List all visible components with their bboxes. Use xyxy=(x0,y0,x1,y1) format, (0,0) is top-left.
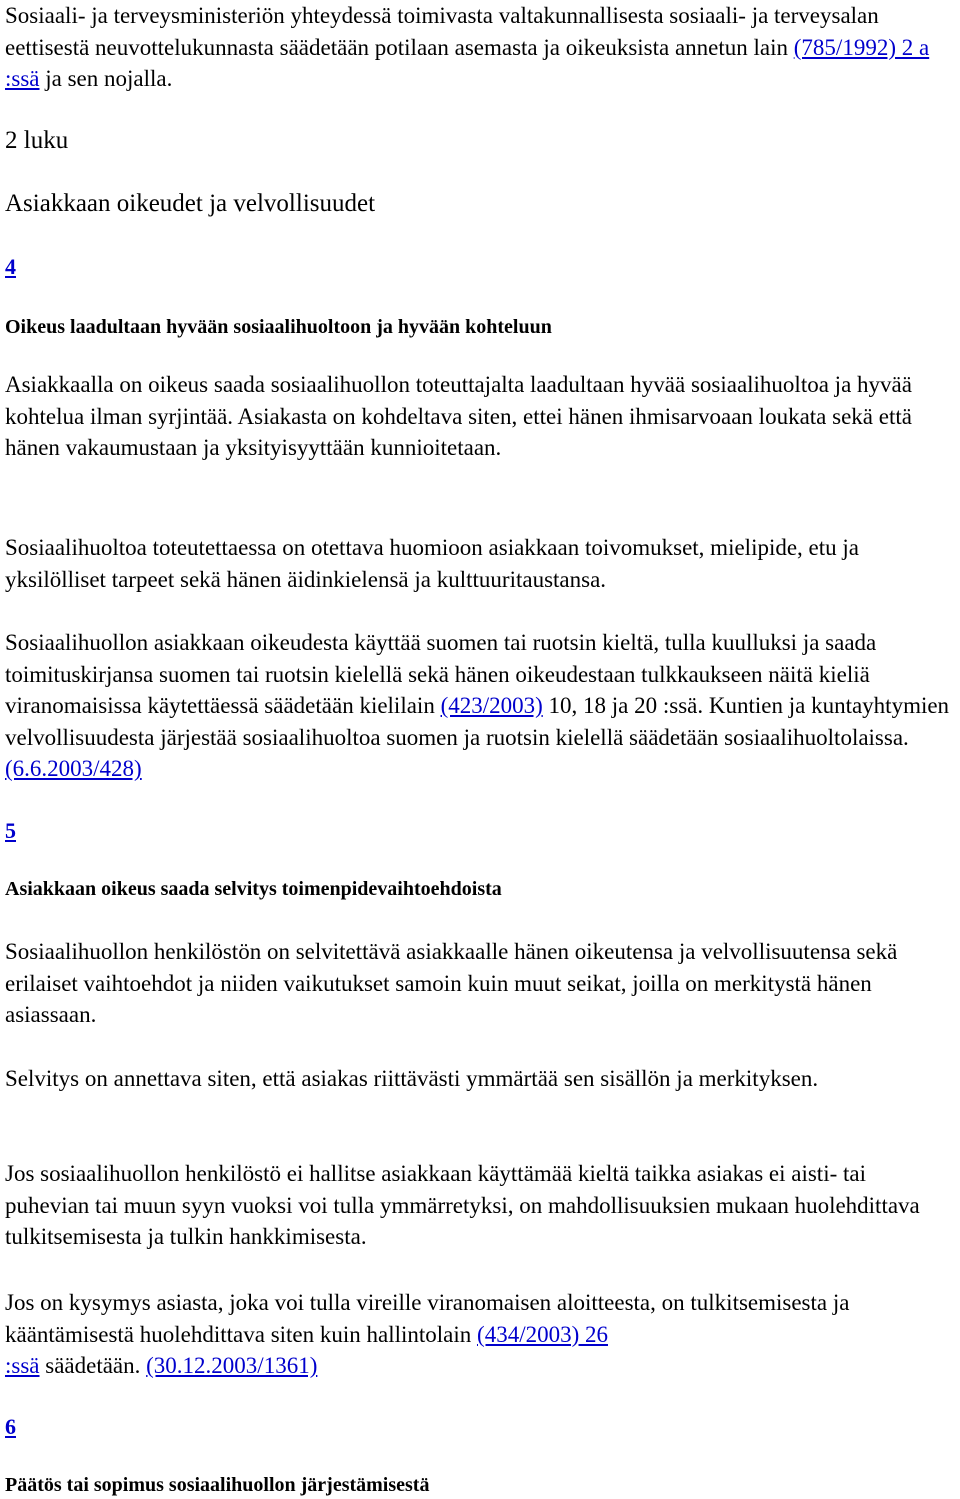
section-4-heading xyxy=(5,253,16,281)
section-4-number: 4 xyxy=(5,254,16,279)
section-4-paragraph-1: Asiakkaalla on oikeus saada sosiaalihuollon toteuttajalta laadultaan hyvää sosiaalihuoltoa ja hyvää kohtelua ilman syrjintää. Asiakasta on kohdeltava siten, ettei hänen ihmisarvoaan loukata sekä että hänen vakaumustaan ja yksityisyyttään kunnioitetaan. xyxy=(5,372,912,461)
section-6-number: 6 xyxy=(5,1414,16,1439)
section-5-heading xyxy=(5,817,16,845)
section-sign-ssa-link-2[interactable]: :ssä xyxy=(5,1353,40,1379)
amendment-2003-1361-link[interactable]: (30.12.2003/1361) xyxy=(146,1353,318,1379)
section-5-paragraph-3: Jos sosiaalihuollon henkilöstö ei hallitse asiakkaan käyttämää kieltä taikka asiakas ei aisti- tai puhevian tai muun syyn vuoksi voi tulla ymmärretyksi, on mahdollisuuksien mukaan huolehdittava tulkitsemisesta ja tulkin hankkimisesta. xyxy=(5,1161,920,1250)
section-6-link[interactable] xyxy=(5,1414,16,1439)
section-5-paragraph-2: Selvitys on annettava siten, että asiakas riittävästi ymmärtää sen sisällön ja merkityksen. xyxy=(5,1066,819,1091)
section-sign-ssa-link[interactable]: :ssä xyxy=(5,66,40,92)
section-4-p3-text: Sosiaalihuollon asiakkaan oikeudesta käyttää suomen tai ruotsin kieltä, tulla kuulluksi ja saada toimituskirjansa suomen tai ruotsin kielellä sekä hänen oikeudestaan tulkkaukseen näitä kieliä viranomaisissa käytettäessä säädetään kielilain xyxy=(5,630,877,719)
section-5-p4-text-2: säädetään. xyxy=(39,1353,147,1379)
intro-text: Sosiaali- ja terveysministeriön yhteydessä toimivasta valtakunnallisesta sosiaali- ja terveysalan eettisestä neuvottelukunnasta säädetään potilaan asemasta ja oikeuksista annetun lain xyxy=(5,3,879,60)
section-4-p3-text-2: 10, 18 ja 20 :ssä. Kuntien ja kuntayhtymien velvollisuudesta järjestää sosiaalihuoltoa suomen ja ruotsin kielellä säädetään sosiaalihuoltolaissa. xyxy=(5,693,950,750)
section-4-title: Oikeus laadultaan hyvään sosiaalihuoltoon ja hyvään kohteluun xyxy=(5,316,552,338)
amendment-2003-428-link[interactable]: (6.6.2003/428) xyxy=(5,756,142,782)
section-4-link[interactable] xyxy=(5,254,16,279)
section-4-paragraph-3 xyxy=(5,627,955,785)
section-5-p4-text: Jos on kysymys asiasta, joka voi tulla vireille viranomaisen aloitteesta, on tulkitsemisesta ja kääntämisestä huolehdittava siten kuin hallintolain xyxy=(5,1290,850,1347)
section-5-number: 5 xyxy=(5,818,16,843)
section-5-title: Asiakkaan oikeus saada selvitys toimenpidevaihtoehdoista xyxy=(5,878,502,900)
section-5-paragraph-4 xyxy=(5,1287,955,1382)
section-6-heading xyxy=(5,1413,16,1441)
section-5-paragraph-1: Sosiaalihuollon henkilöstön on selvitettävä asiakkaalle hänen oikeutensa ja velvollisuutensa sekä erilaiset vaihtoehdot ja niiden vaikutukset samoin kuin muut seikat, joilla on merkitystä hänen asiassaan. xyxy=(5,939,898,1028)
section-6-title: Päätös tai sopimus sosiaalihuollon järjestämisestä xyxy=(5,1474,430,1496)
intro-paragraph xyxy=(5,0,955,95)
law-423-2003-link[interactable]: (423/2003) xyxy=(440,693,543,719)
chapter-number: 2 luku xyxy=(5,127,69,154)
chapter-title: Asiakkaan oikeudet ja velvollisuudet xyxy=(5,190,376,217)
intro-text-end: ja sen nojalla. xyxy=(39,66,173,92)
section-4-paragraph-2: Sosiaalihuoltoa toteutettaessa on otettava huomioon asiakkaan toivomukset, mielipide, etu ja yksilölliset tarpeet sekä hänen äidinkielensä ja kulttuuritaustansa. xyxy=(5,535,859,592)
section-5-link[interactable] xyxy=(5,818,16,843)
law-434-2003-link[interactable]: (434/2003) 26 xyxy=(477,1321,608,1347)
law-785-1992-link[interactable]: (785/1992) 2 a xyxy=(793,34,930,60)
